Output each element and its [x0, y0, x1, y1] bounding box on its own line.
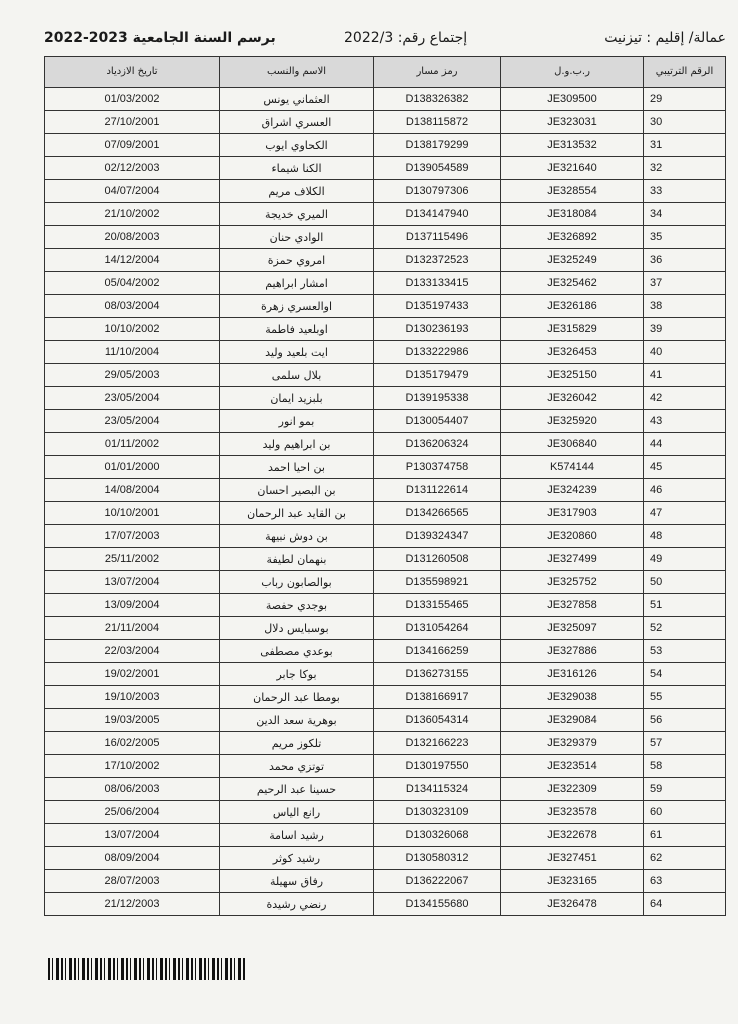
massar-code-cell: D135598921: [374, 571, 501, 594]
table-row: [45, 364, 726, 387]
national-id-cell: JE322309: [501, 778, 644, 801]
full-name-cell: رانع الياس: [220, 801, 374, 824]
massar-code-cell: D139054589: [374, 157, 501, 180]
academic-year-label: برسم السنة الجامعية 2023-2022: [44, 30, 276, 46]
birth-date-cell: 08/09/2004: [45, 847, 220, 870]
massar-code-cell: D130323109: [374, 801, 501, 824]
national-id-cell: JE309500: [501, 88, 644, 111]
serial-number-cell: 50: [644, 571, 726, 594]
table-header-row: [45, 57, 726, 88]
birth-date-cell: 23/05/2004: [45, 387, 220, 410]
table-row: [45, 456, 726, 479]
table-row: [45, 893, 726, 916]
birth-date-cell: 22/03/2004: [45, 640, 220, 663]
serial-number-cell: 36: [644, 249, 726, 272]
birth-date-cell: 01/01/2000: [45, 456, 220, 479]
serial-number-cell: 35: [644, 226, 726, 249]
massar-code-cell: D133155465: [374, 594, 501, 617]
serial-number-cell: 47: [644, 502, 726, 525]
birth-date-cell: 17/10/2002: [45, 755, 220, 778]
full-name-cell: بوهرية سعد الدين: [220, 709, 374, 732]
national-id-cell: JE325752: [501, 571, 644, 594]
birth-date-cell: 07/09/2001: [45, 134, 220, 157]
full-name-cell: بن احيا احمد: [220, 456, 374, 479]
serial-number-cell: 51: [644, 594, 726, 617]
national-id-cell: JE325462: [501, 272, 644, 295]
national-id-cell: JE326186: [501, 295, 644, 318]
table-row: [45, 433, 726, 456]
table-row: [45, 295, 726, 318]
massar-code-cell: D130197550: [374, 755, 501, 778]
table-row: [45, 203, 726, 226]
table-row: [45, 88, 726, 111]
massar-code-cell: D136206324: [374, 433, 501, 456]
serial-number-cell: 53: [644, 640, 726, 663]
full-name-cell: بن ابراهيم وليد: [220, 433, 374, 456]
table-row: [45, 111, 726, 134]
massar-code-cell: D134147940: [374, 203, 501, 226]
massar-code-cell: D133222986: [374, 341, 501, 364]
massar-code-cell: D130580312: [374, 847, 501, 870]
national-id-cell: JE313532: [501, 134, 644, 157]
massar-code-cell: D137115496: [374, 226, 501, 249]
massar-code-cell: D132166223: [374, 732, 501, 755]
table-row: [45, 502, 726, 525]
birth-date-cell: 13/07/2004: [45, 824, 220, 847]
massar-code-cell: D130236193: [374, 318, 501, 341]
serial-number-cell: 43: [644, 410, 726, 433]
national-id-cell: JE323165: [501, 870, 644, 893]
table-row: [45, 272, 726, 295]
meeting-number-label: إجتماع رقم: 2022/3: [344, 30, 468, 46]
table-row: [45, 732, 726, 755]
serial-number-cell: 33: [644, 180, 726, 203]
full-name-cell: الوادي حنان: [220, 226, 374, 249]
birth-date-cell: 02/12/2003: [45, 157, 220, 180]
massar-code-cell: D134166259: [374, 640, 501, 663]
table-row: [45, 318, 726, 341]
serial-number-cell: 41: [644, 364, 726, 387]
serial-number-cell: 45: [644, 456, 726, 479]
national-id-cell: JE321640: [501, 157, 644, 180]
massar-code-cell: D133133415: [374, 272, 501, 295]
birth-date-cell: 14/12/2004: [45, 249, 220, 272]
serial-number-cell: 40: [644, 341, 726, 364]
full-name-cell: العثماني يونس: [220, 88, 374, 111]
serial-number-cell: 52: [644, 617, 726, 640]
massar-code-cell: D134266565: [374, 502, 501, 525]
full-name-cell: حسينا عبد الرحيم: [220, 778, 374, 801]
serial-number-cell: 44: [644, 433, 726, 456]
table-row: [45, 410, 726, 433]
table-row: [45, 341, 726, 364]
massar-code-cell: D131260508: [374, 548, 501, 571]
full-name-cell: توتزي محمد: [220, 755, 374, 778]
national-id-cell: JE325150: [501, 364, 644, 387]
massar-code-cell: D134155680: [374, 893, 501, 916]
national-id-cell: JE325920: [501, 410, 644, 433]
full-name-cell: الكلاف مريم: [220, 180, 374, 203]
full-name-cell: رشيد كوثر: [220, 847, 374, 870]
birth-date-cell: 17/07/2003: [45, 525, 220, 548]
serial-number-cell: 46: [644, 479, 726, 502]
full-name-cell: الكنا شيماء: [220, 157, 374, 180]
table-row: [45, 778, 726, 801]
table-row: [45, 594, 726, 617]
birth-date-cell: 23/05/2004: [45, 410, 220, 433]
birth-date-cell: 21/12/2003: [45, 893, 220, 916]
serial-number-cell: 56: [644, 709, 726, 732]
birth-date-cell: 01/11/2002: [45, 433, 220, 456]
national-id-cell: JE326042: [501, 387, 644, 410]
full-name-cell: بن القايد عبد الرحمان: [220, 502, 374, 525]
birth-date-cell: 01/03/2002: [45, 88, 220, 111]
birth-date-cell: 16/02/2005: [45, 732, 220, 755]
table-row: [45, 870, 726, 893]
full-name-cell: رنضي رشيدة: [220, 893, 374, 916]
header-national-id: ر.ب.و.ل: [501, 57, 644, 88]
birth-date-cell: 10/10/2001: [45, 502, 220, 525]
massar-code-cell: D134115324: [374, 778, 501, 801]
massar-code-cell: D136273155: [374, 663, 501, 686]
full-name-cell: الميري خديجة: [220, 203, 374, 226]
massar-code-cell: D132372523: [374, 249, 501, 272]
full-name-cell: اوالعسري زهرة: [220, 295, 374, 318]
birth-date-cell: 13/09/2004: [45, 594, 220, 617]
massar-code-cell: D130054407: [374, 410, 501, 433]
massar-code-cell: D138179299: [374, 134, 501, 157]
national-id-cell: K574144: [501, 456, 644, 479]
massar-code-cell: D135197433: [374, 295, 501, 318]
birth-date-cell: 20/08/2003: [45, 226, 220, 249]
full-name-cell: ايت بلعيد وليد: [220, 341, 374, 364]
birth-date-cell: 13/07/2004: [45, 571, 220, 594]
header-serial-number: الرقم الترتيبي: [644, 57, 726, 88]
national-id-cell: JE315829: [501, 318, 644, 341]
birth-date-cell: 21/11/2004: [45, 617, 220, 640]
national-id-cell: JE316126: [501, 663, 644, 686]
national-id-cell: JE323031: [501, 111, 644, 134]
table-row: [45, 686, 726, 709]
full-name-cell: امروي حمزة: [220, 249, 374, 272]
serial-number-cell: 63: [644, 870, 726, 893]
full-name-cell: بلبزيد ايمان: [220, 387, 374, 410]
serial-number-cell: 29: [644, 88, 726, 111]
table-row: [45, 617, 726, 640]
national-id-cell: JE326453: [501, 341, 644, 364]
birth-date-cell: 27/10/2001: [45, 111, 220, 134]
barcode: [48, 958, 246, 980]
table-row: [45, 180, 726, 203]
massar-code-cell: D131122614: [374, 479, 501, 502]
full-name-cell: بنهمان لطيفة: [220, 548, 374, 571]
national-id-cell: JE322678: [501, 824, 644, 847]
full-name-cell: امشار ابراهيم: [220, 272, 374, 295]
serial-number-cell: 64: [644, 893, 726, 916]
table-row: [45, 847, 726, 870]
national-id-cell: JE323578: [501, 801, 644, 824]
full-name-cell: الكحاوي ايوب: [220, 134, 374, 157]
massar-code-cell: D130326068: [374, 824, 501, 847]
national-id-cell: JE323514: [501, 755, 644, 778]
table-row: [45, 387, 726, 410]
birth-date-cell: 25/11/2002: [45, 548, 220, 571]
serial-number-cell: 54: [644, 663, 726, 686]
national-id-cell: JE329379: [501, 732, 644, 755]
table-row: [45, 571, 726, 594]
document-header: [44, 30, 726, 54]
full-name-cell: بن البصير احسان: [220, 479, 374, 502]
table-row: [45, 755, 726, 778]
birth-date-cell: 05/04/2002: [45, 272, 220, 295]
table-row: [45, 548, 726, 571]
massar-code-cell: P130374758: [374, 456, 501, 479]
massar-code-cell: D138326382: [374, 88, 501, 111]
massar-code-cell: D138115872: [374, 111, 501, 134]
birth-date-cell: 19/03/2005: [45, 709, 220, 732]
national-id-cell: JE329038: [501, 686, 644, 709]
national-id-cell: JE326478: [501, 893, 644, 916]
birth-date-cell: 14/08/2004: [45, 479, 220, 502]
birth-date-cell: 11/10/2004: [45, 341, 220, 364]
serial-number-cell: 42: [644, 387, 726, 410]
national-id-cell: JE327858: [501, 594, 644, 617]
massar-code-cell: D139324347: [374, 525, 501, 548]
header-massar-code: رمز مسار: [374, 57, 501, 88]
table-row: [45, 824, 726, 847]
serial-number-cell: 30: [644, 111, 726, 134]
serial-number-cell: 61: [644, 824, 726, 847]
serial-number-cell: 39: [644, 318, 726, 341]
serial-number-cell: 49: [644, 548, 726, 571]
national-id-cell: JE327886: [501, 640, 644, 663]
full-name-cell: تلكوز مريم: [220, 732, 374, 755]
table-body: [45, 88, 726, 916]
massar-code-cell: D131054264: [374, 617, 501, 640]
massar-code-cell: D136054314: [374, 709, 501, 732]
birth-date-cell: 08/06/2003: [45, 778, 220, 801]
serial-number-cell: 55: [644, 686, 726, 709]
massar-code-cell: D138166917: [374, 686, 501, 709]
birth-date-cell: 19/10/2003: [45, 686, 220, 709]
national-id-cell: JE325097: [501, 617, 644, 640]
full-name-cell: بوكا جابر: [220, 663, 374, 686]
birth-date-cell: 28/07/2003: [45, 870, 220, 893]
massar-code-cell: D136222067: [374, 870, 501, 893]
students-table: [44, 56, 726, 916]
serial-number-cell: 58: [644, 755, 726, 778]
national-id-cell: JE325249: [501, 249, 644, 272]
serial-number-cell: 57: [644, 732, 726, 755]
birth-date-cell: 21/10/2002: [45, 203, 220, 226]
table-row: [45, 663, 726, 686]
national-id-cell: JE318084: [501, 203, 644, 226]
province-label: عمالة/ إقليم : تيزنيت: [604, 30, 726, 46]
national-id-cell: JE306840: [501, 433, 644, 456]
birth-date-cell: 10/10/2002: [45, 318, 220, 341]
massar-code-cell: D135179479: [374, 364, 501, 387]
full-name-cell: رشيد اسامة: [220, 824, 374, 847]
national-id-cell: JE326892: [501, 226, 644, 249]
national-id-cell: JE327499: [501, 548, 644, 571]
birth-date-cell: 29/05/2003: [45, 364, 220, 387]
full-name-cell: بمو انور: [220, 410, 374, 433]
table-row: [45, 249, 726, 272]
national-id-cell: JE317903: [501, 502, 644, 525]
national-id-cell: JE328554: [501, 180, 644, 203]
full-name-cell: بوعدي مصطفى: [220, 640, 374, 663]
serial-number-cell: 31: [644, 134, 726, 157]
table-row: [45, 525, 726, 548]
serial-number-cell: 32: [644, 157, 726, 180]
table-row: [45, 157, 726, 180]
serial-number-cell: 62: [644, 847, 726, 870]
full-name-cell: العسري اشراق: [220, 111, 374, 134]
table-row: [45, 134, 726, 157]
full-name-cell: بوجدي حفصة: [220, 594, 374, 617]
full-name-cell: بوالصابون رباب: [220, 571, 374, 594]
full-name-cell: بومطا عبد الرحمان: [220, 686, 374, 709]
serial-number-cell: 59: [644, 778, 726, 801]
birth-date-cell: 04/07/2004: [45, 180, 220, 203]
header-birth-date: تاريخ الازدياد: [45, 57, 220, 88]
serial-number-cell: 60: [644, 801, 726, 824]
table-row: [45, 709, 726, 732]
birth-date-cell: 25/06/2004: [45, 801, 220, 824]
full-name-cell: بن دوش نبيهة: [220, 525, 374, 548]
birth-date-cell: 08/03/2004: [45, 295, 220, 318]
table-row: [45, 479, 726, 502]
serial-number-cell: 38: [644, 295, 726, 318]
massar-code-cell: D139195338: [374, 387, 501, 410]
table-row: [45, 801, 726, 824]
national-id-cell: JE324239: [501, 479, 644, 502]
full-name-cell: بوسبايس دلال: [220, 617, 374, 640]
national-id-cell: JE327451: [501, 847, 644, 870]
national-id-cell: JE320860: [501, 525, 644, 548]
massar-code-cell: D130797306: [374, 180, 501, 203]
serial-number-cell: 48: [644, 525, 726, 548]
birth-date-cell: 19/02/2001: [45, 663, 220, 686]
national-id-cell: JE329084: [501, 709, 644, 732]
table-row: [45, 640, 726, 663]
full-name-cell: بلال سلمى: [220, 364, 374, 387]
table-row: [45, 226, 726, 249]
header-full-name: الاسم والنسب: [220, 57, 374, 88]
serial-number-cell: 37: [644, 272, 726, 295]
serial-number-cell: 34: [644, 203, 726, 226]
full-name-cell: رفاق سهيلة: [220, 870, 374, 893]
full-name-cell: اوبلعيد فاطمة: [220, 318, 374, 341]
